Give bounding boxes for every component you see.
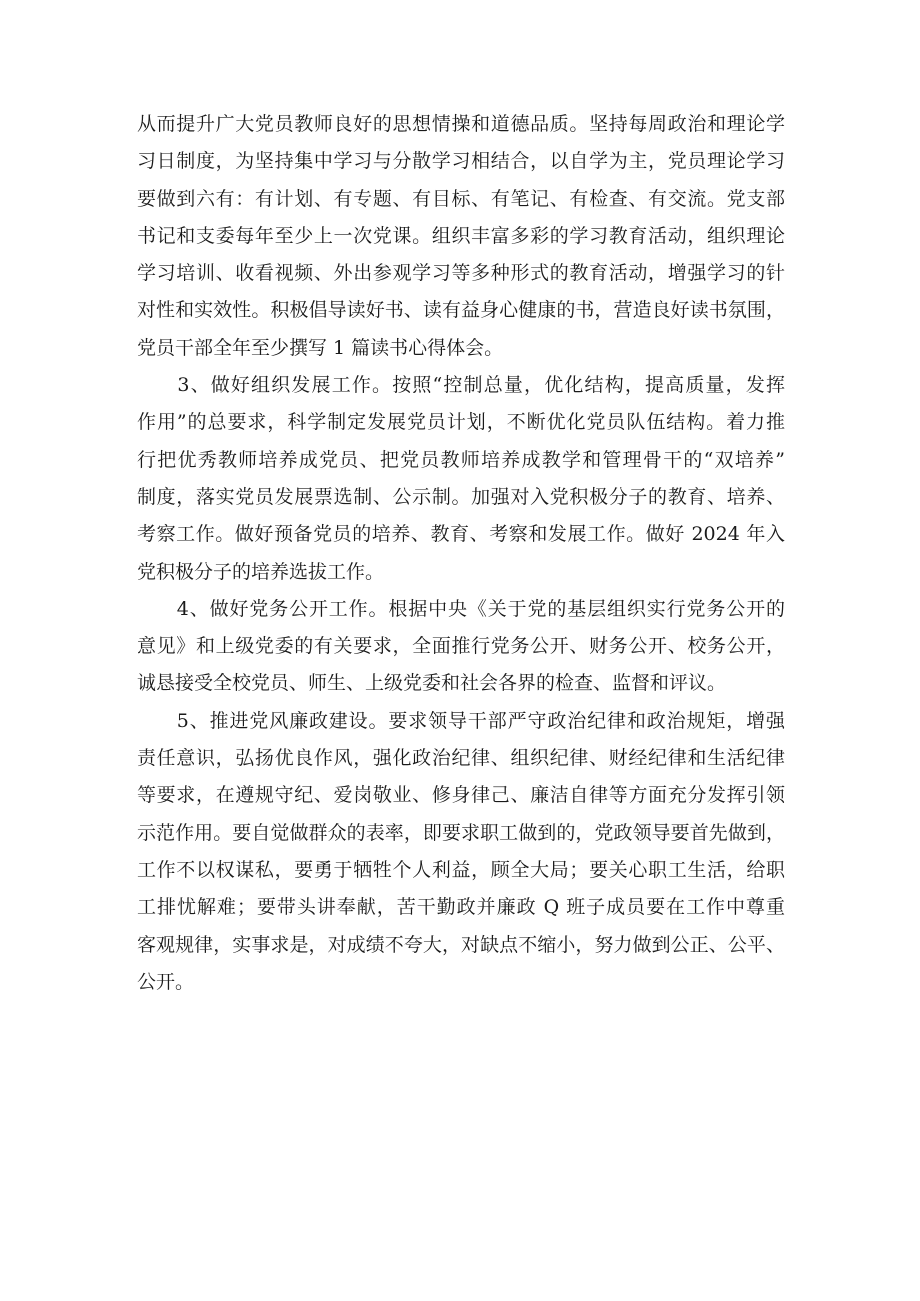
text-line: 意见》和上级党委的有关要求，全面推行党务公开、财务公开、校务公开， <box>137 635 785 658</box>
text-line: 从而提升广大党员教师良好的思想情操和道德品质。坚持每周政治和理论学 <box>137 113 785 135</box>
paragraph-organization-development <box>137 367 785 591</box>
text-line: 对性和实效性。积极倡导读好书、读有益身心健康的书，营造良好读书氛围， <box>137 299 785 322</box>
text-line: 行把优秀教师培养成党员、把党员教师培养成教学和管理骨干的“双培养” <box>137 448 785 471</box>
paragraph-clean-governance <box>137 703 785 1001</box>
text-line: 制度，落实党员发展票选制、公示制。加强对入党积极分子的教育、培养、 <box>137 485 785 508</box>
text-line: 诚恳接受全校党员、师生、上级党委和社会各界的检查、监督和评议。 <box>137 672 727 695</box>
text-line: 工作不以权谋私，要勇于牺牲个人利益，顾全大局；要关心职工生活，给职 <box>137 858 785 881</box>
text-line: 等要求，在遵规守纪、爱岗敬业、修身律己、廉洁自律等方面充分发挥引领 <box>137 784 785 807</box>
paragraph-study-system <box>137 106 785 367</box>
text-line: 学习培训、收看视频、外出参观学习等多种形式的教育活动，增强学习的针 <box>137 262 785 285</box>
text-line: 5、推进党风廉政建设。要求领导干部严守政治纪律和政治规矩，增强 <box>137 709 785 732</box>
text-line: 责任意识，弘扬优良作风，强化政治纪律、组织纪律、财经纪律和生活纪律 <box>137 747 785 770</box>
text-line: 党积极分子的培养选拔工作。 <box>137 560 385 583</box>
text-line: 公开。 <box>137 970 195 993</box>
document-body <box>137 106 785 1001</box>
text-line: 3、做好组织发展工作。按照“控制总量，优化结构，提高质量，发挥 <box>137 374 785 397</box>
text-line: 党员干部全年至少撰写 1 篇读书心得体会。 <box>137 336 504 359</box>
text-line: 作用”的总要求，科学制定发展党员计划，不断优化党员队伍结构。着力推 <box>137 411 785 434</box>
text-line: 客观规律，实事求是，对成绩不夸大，对缺点不缩小，努力做到公正、公平、 <box>137 933 785 956</box>
text-line: 要做到六有：有计划、有专题、有目标、有笔记、有检查、有交流。党支部 <box>137 187 785 210</box>
paragraph-party-affairs-disclosure <box>137 591 785 703</box>
text-line: 考察工作。做好预备党员的培养、教育、考察和发展工作。做好 2024 年入 <box>137 523 785 546</box>
text-line: 工排忧解难；要带头讲奉献，苦干勤政并廉政 Q 班子成员要在工作中尊重 <box>137 896 785 919</box>
text-line: 示范作用。要自觉做群众的表率，即要求职工做到的，党政领导要首先做到， <box>137 821 785 844</box>
text-line: 习日制度，为坚持集中学习与分散学习相结合，以自学为主，党员理论学习 <box>137 150 785 173</box>
text-line: 书记和支委每年至少上一次党课。组织丰富多彩的学习教育活动，组织理论 <box>137 224 785 247</box>
text-line: 4、做好党务公开工作。根据中央《关于党的基层组织实行党务公开的 <box>137 597 785 620</box>
